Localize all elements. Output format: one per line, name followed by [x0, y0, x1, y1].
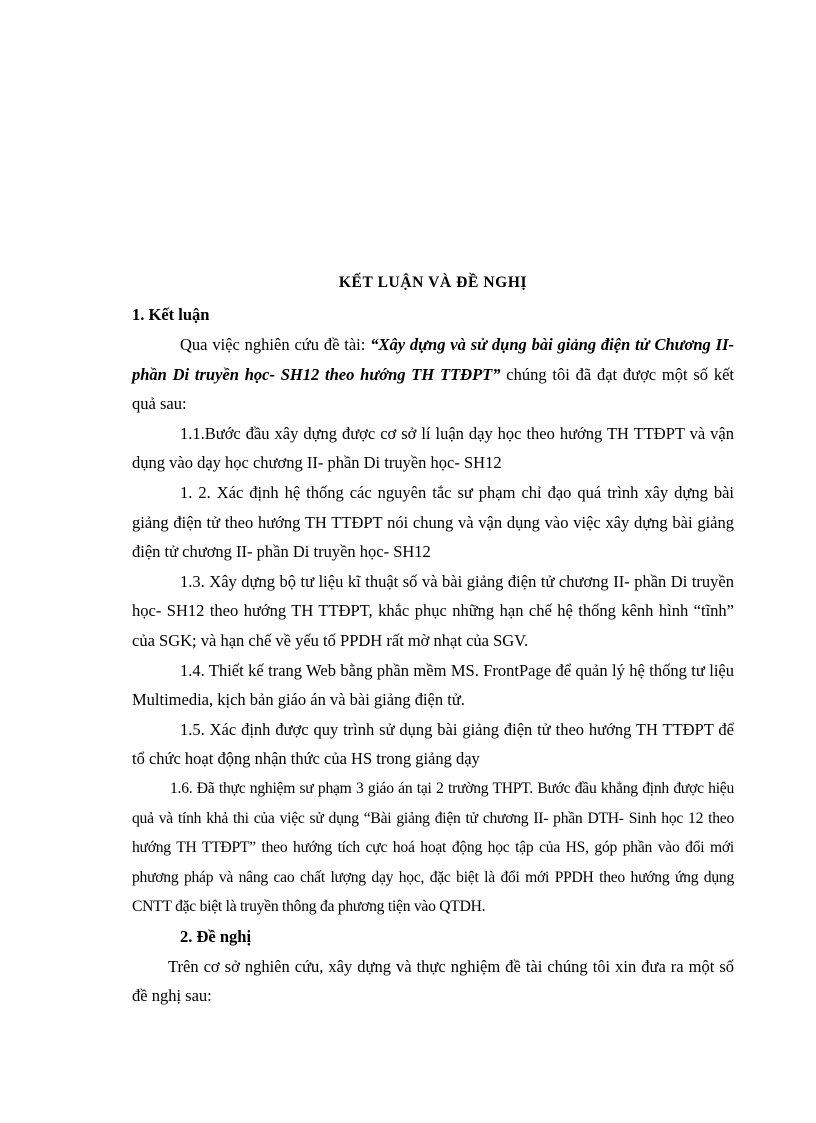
- document-title: KẾT LUẬN VÀ ĐỀ NGHỊ: [338, 274, 528, 291]
- result-item-1-5: 1.5. Xác định được quy trình sử dụng bài giảng điện tử theo hướng TH TTĐPT để tổ chức hoạt động nhận thức của HS trong giảng dạy: [132, 719, 734, 769]
- result-item-1-6: 1.6. Đã thực nghiệm sư phạm 3 giáo án tại 2 trường THPT. Bước đầu khẳng định được hiệu quả và tính khả thi của việc sử dụng “Bài giảng điện tử chương II- phần DTH- Sinh học 12 theo hướng TH TTĐPT” theo hướng tích cực hoá hoạt động học tập của HS, góp phần vào đổi mới phương pháp và nâng cao chất lượng dạy học, đặc biệt là đổi mới PPDH theo hướng ứng dụng CNTT đặc biệt là truyền thông đa phương tiện vào QTDH.: [132, 779, 734, 916]
- intro-text-after: chúng tôi đã đạt được một số kết quả sau:: [132, 364, 734, 414]
- conclusion-intro-paragraph: [132, 330, 734, 419]
- result-item-1-3: 1.3. Xây dựng bộ tư liệu kĩ thuật số và bài giảng điện tử chương II- phần Di truyền học- SH12 theo hướng TH TTĐPT, khắc phục những hạn chế hệ thống kênh hình “tĩnh” của SGK; và hạn chế về yếu tố PPDH rất mờ nhạt của SGV.: [132, 571, 734, 650]
- recommendation-intro-paragraph: Trên cơ sở nghiên cứu, xây dựng và thực nghiệm đề tài chúng tôi xin đưa ra một số đề nghị sau:: [132, 956, 734, 1006]
- intro-text-before: Qua việc nghiên cứu đề tài:: [180, 335, 371, 354]
- result-item-1-4: 1.4. Thiết kế trang Web bằng phần mềm MS. FrontPage để quản lý hệ thống tư liệu Multimedia, kịch bản giáo án và bài giảng điện tử.: [132, 660, 734, 710]
- research-topic-title: “Xây dựng và sử dụng bài giảng điện tử Chương II- phần Di truyền học- SH12 theo hướng TH TTĐPT”: [132, 335, 734, 384]
- document-page: [132, 268, 734, 1011]
- result-item-1-2: 1. 2. Xác định hệ thống các nguyên tắc sư phạm chỉ đạo quá trình xây dựng bài giảng điện tử theo hướng TH TTĐPT nói chung và vận dụng vào việc xây dựng bài giảng điện tử chương II- phần Di truyền học- SH12: [132, 482, 734, 562]
- section-heading-conclusion: 1. Kết luận: [132, 305, 210, 324]
- result-item-1-1: 1.1.Bước đầu xây dựng được cơ sở lí luận dạy học theo hướng TH TTĐPT và vận dụng vào dạy học chương II- phần Di truyền học- SH12: [132, 423, 734, 473]
- section-heading-recommendation: 2. Đề nghị: [180, 926, 252, 946]
